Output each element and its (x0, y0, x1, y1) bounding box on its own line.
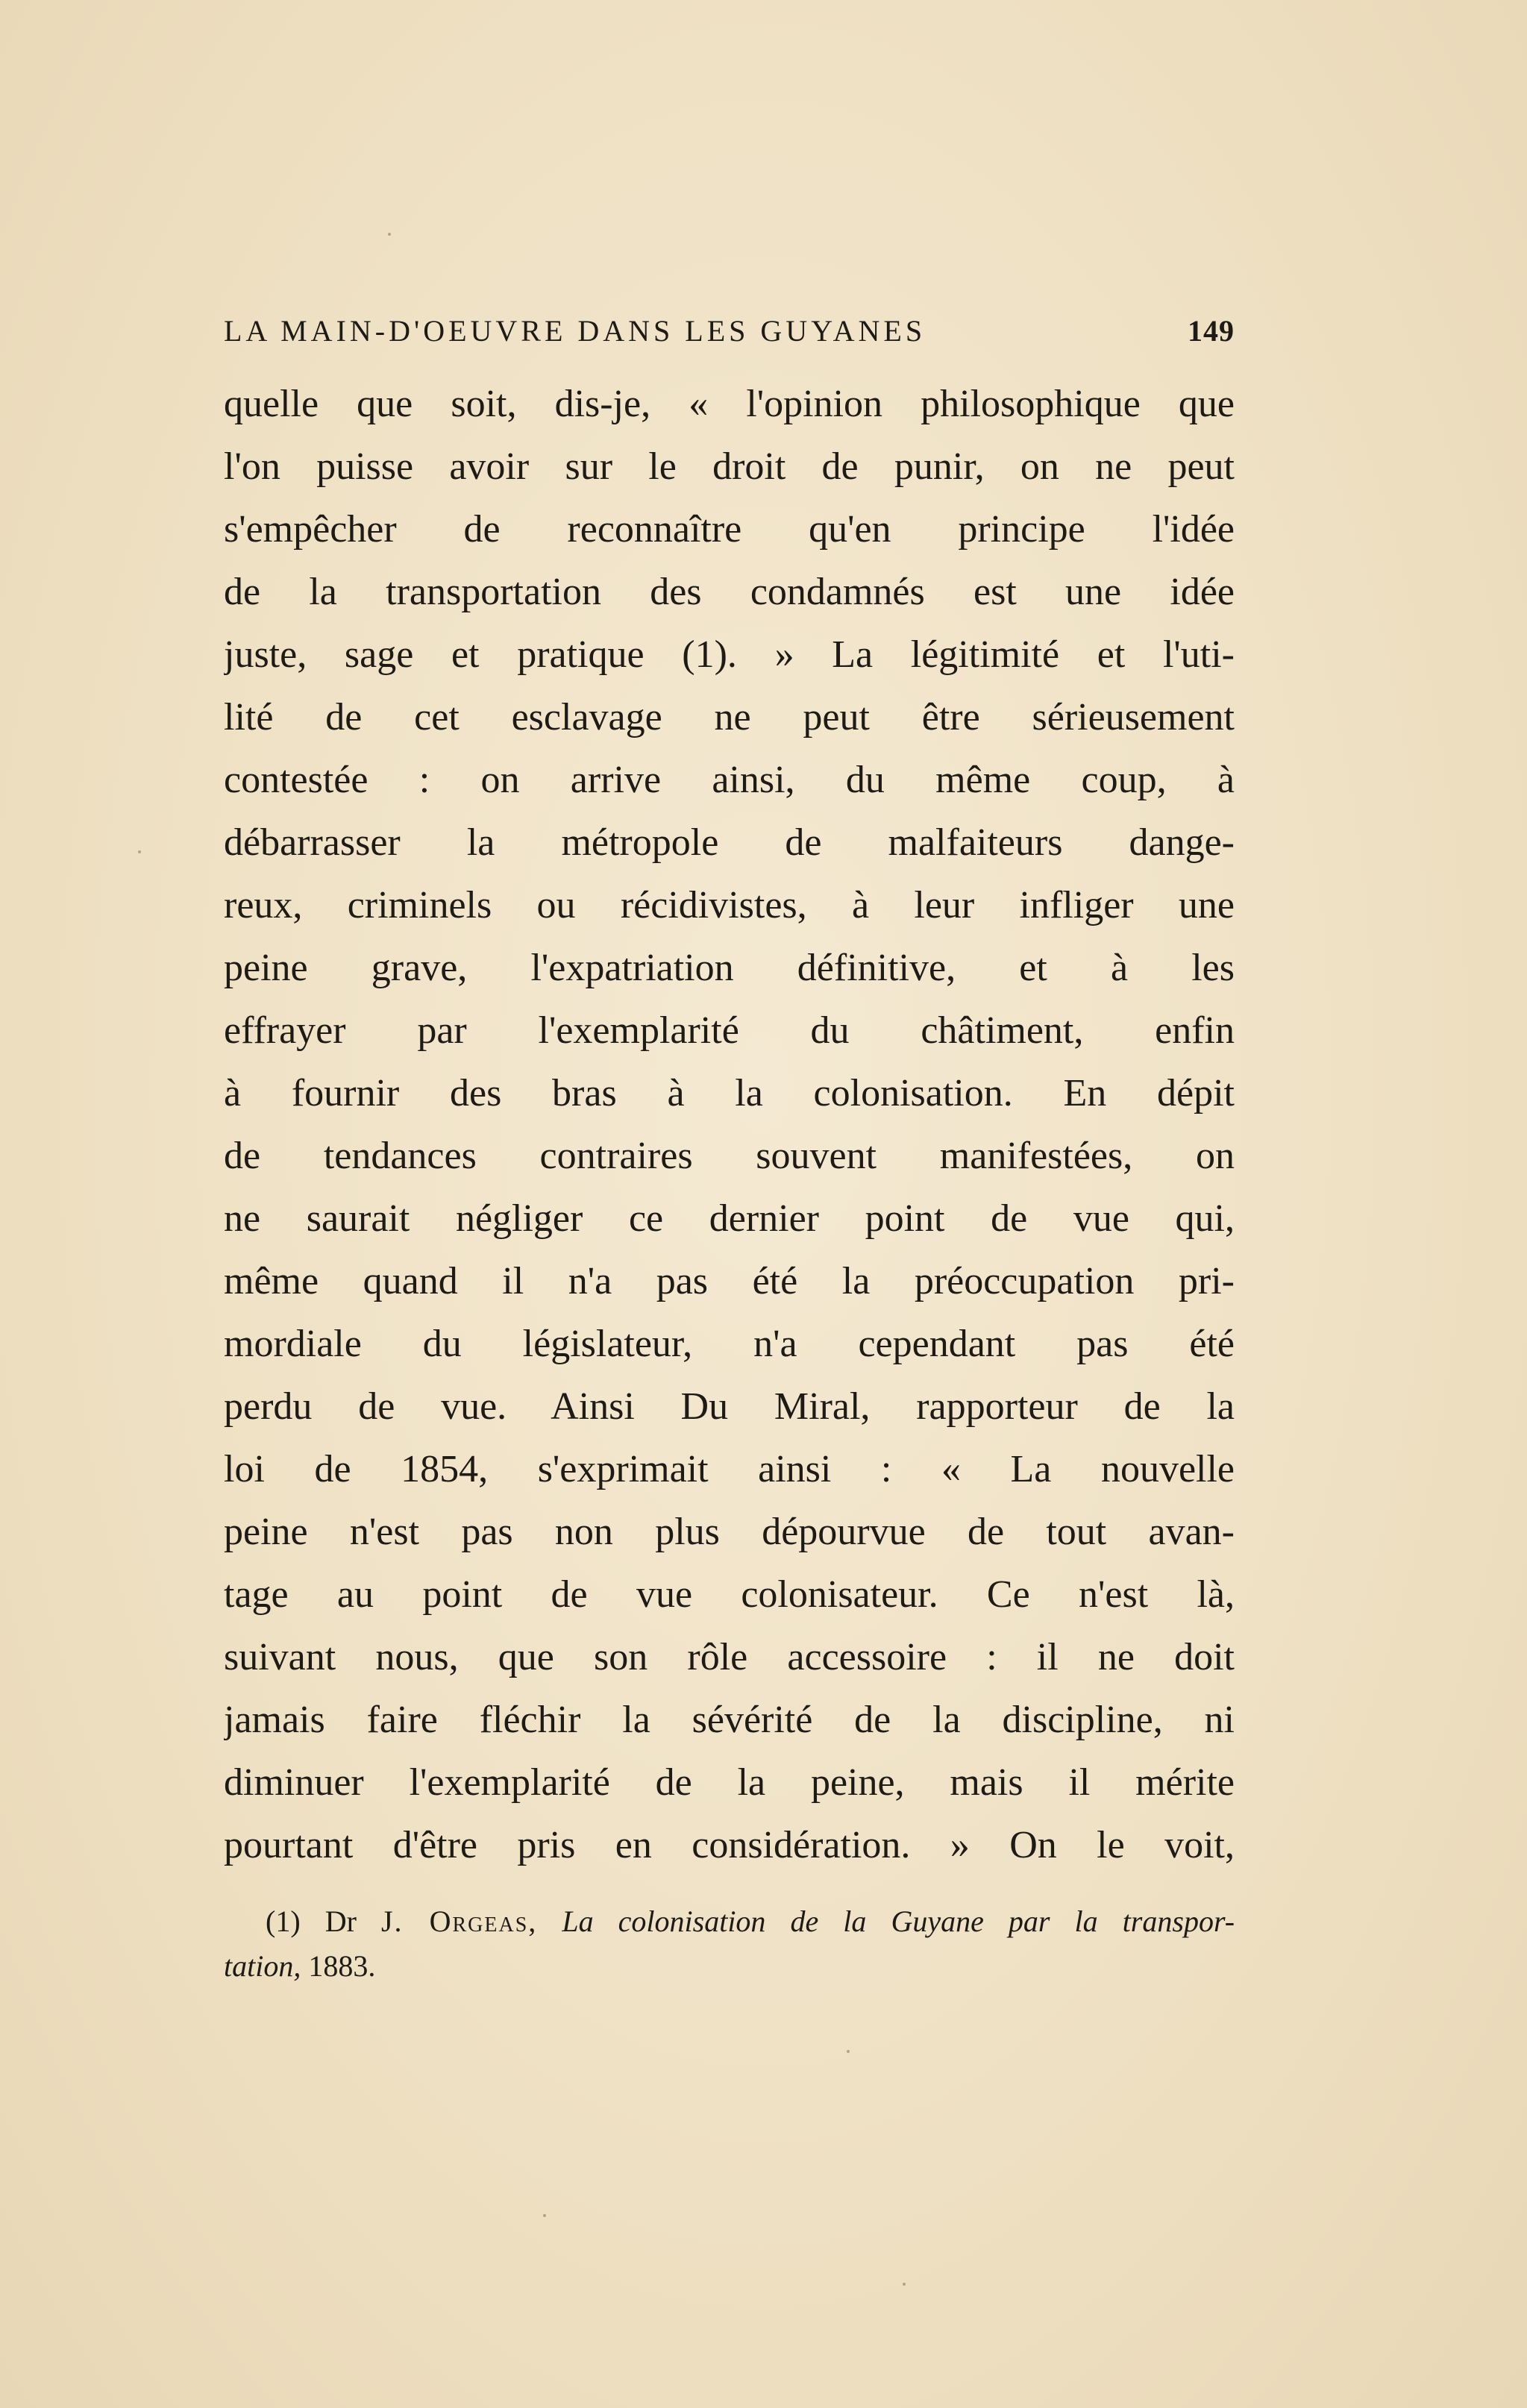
text-line: contestée : on arrive ainsi, du même coup, à (224, 759, 1235, 801)
running-head (224, 313, 1235, 358)
running-title: LA MAIN-D'OEUVRE DANS LES GUYANES (224, 314, 926, 348)
text-line: diminuer l'exemplarité de la peine, mais il mérite (224, 1761, 1235, 1804)
text-line: tage au point de vue colonisateur. Ce n'est là, (224, 1573, 1235, 1616)
text-line: ne saurait négliger ce dernier point de vue qui, (224, 1197, 1235, 1240)
footnote-marker: (1) (266, 1904, 301, 1938)
footnote-work-title: La colonisation de la Guyane par la transpor- (562, 1904, 1235, 1938)
text-line: reux, criminels ou récidivistes, à leur infliger une (224, 884, 1235, 926)
text-line: débarrasser la métropole de malfaiteurs dange- (224, 821, 1235, 864)
text-line: de tendances contraires souvent manifestées, on (224, 1135, 1235, 1177)
text-line: effrayer par l'exemplarité du châtiment, enfin (224, 1009, 1235, 1052)
footnote (224, 1899, 1235, 1989)
footnote-author-title: Dr (324, 1904, 357, 1938)
paper-speck (543, 2214, 546, 2217)
text-line: loi de 1854, s'exprimait ainsi : « La nouvelle (224, 1448, 1235, 1490)
paper-speck (847, 2050, 850, 2053)
text-line: s'empêcher de reconnaître qu'en principe l'idée (224, 508, 1235, 551)
footnote-work-title-cont: tation, (224, 1949, 301, 1983)
text-line: quelle que soit, dis-je, « l'opinion philosophique que (224, 383, 1235, 425)
footnote-year: 1883. (308, 1949, 376, 1983)
text-line: jamais faire fléchir la sévérité de la discipline, ni (224, 1699, 1235, 1741)
text-line: même quand il n'a pas été la préoccupation pri- (224, 1260, 1235, 1302)
paper-speck (388, 233, 391, 236)
text-line: perdu de vue. Ainsi Du Miral, rapporteur de la (224, 1385, 1235, 1428)
paper-speck (903, 2283, 906, 2286)
footnote-line (224, 1944, 1235, 1989)
text-line: de la transportation des condamnés est une idée (224, 571, 1235, 613)
text-line: peine grave, l'expatriation définitive, et à les (224, 947, 1235, 989)
text-line: pourtant d'être pris en considération. » On le voit, (224, 1824, 1235, 1866)
paper-speck (138, 850, 141, 853)
text-line: lité de cet esclavage ne peut être sérieusement (224, 696, 1235, 739)
text-line: l'on puisse avoir sur le droit de punir, on ne peut (224, 445, 1235, 488)
footnote-author: J. Orgeas, (380, 1904, 538, 1938)
page-number: 149 (1188, 314, 1235, 348)
text-line: suivant nous, que son rôle accessoire : il ne doit (224, 1636, 1235, 1678)
text-line: mordiale du législateur, n'a cependant pas été (224, 1323, 1235, 1365)
text-line: peine n'est pas non plus dépourvue de tout avan- (224, 1511, 1235, 1553)
book-page (224, 313, 1235, 1989)
body-text (224, 373, 1235, 1877)
text-line: à fournir des bras à la colonisation. En dépit (224, 1072, 1235, 1114)
footnote-line (266, 1899, 1235, 1944)
text-line: juste, sage et pratique (1). » La légitimité et l'uti- (224, 633, 1235, 676)
